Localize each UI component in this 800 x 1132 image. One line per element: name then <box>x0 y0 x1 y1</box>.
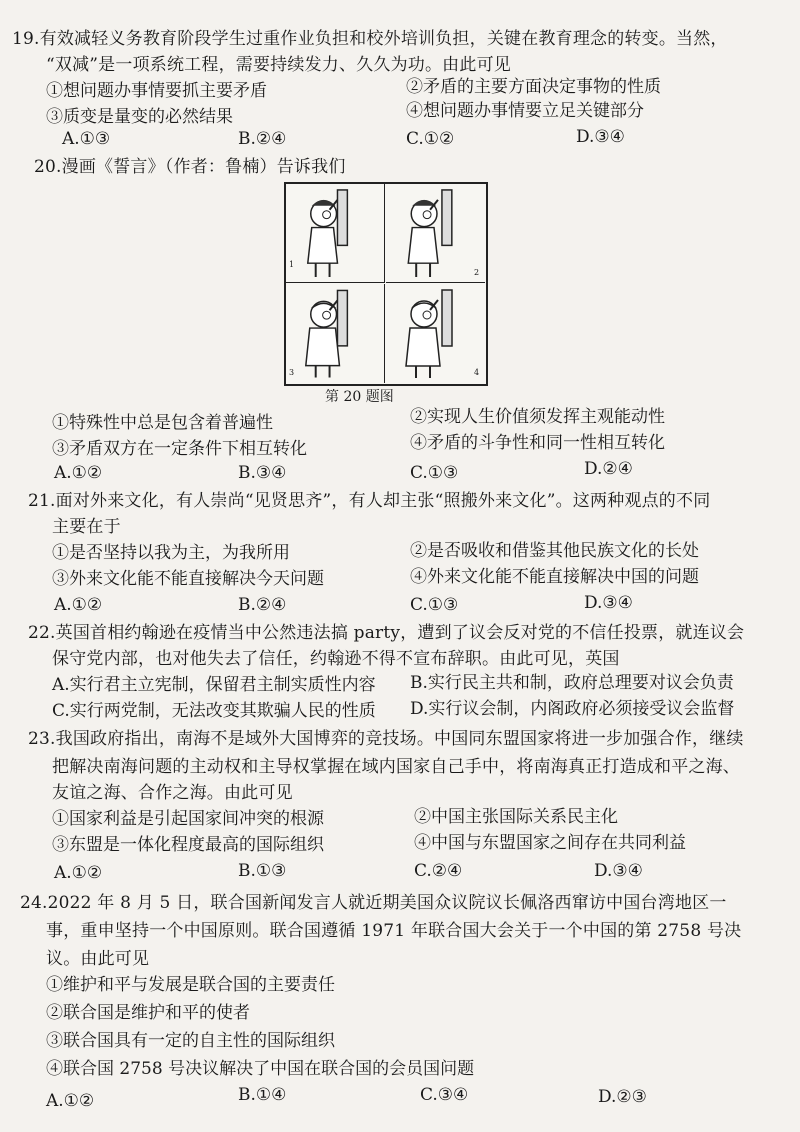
q19-stem-line2: “双减”是一项系统工程，需要持续发力、久久为功。由此可见 <box>46 55 511 75</box>
q20-stem-line1: 20.漫画《誓言》（作者：鲁楠）告诉我们 <box>34 157 346 177</box>
q21-statement-1: ①是否坚持以我为主，为我所用 <box>52 543 290 563</box>
q20-statement-1: ①特殊性中总是包含着普遍性 <box>52 413 273 433</box>
q21-choice-d[interactable]: D.③④ <box>584 593 633 613</box>
q24-statement-1: ①维护和平与发展是联合国的主要责任 <box>46 975 335 995</box>
q19-statement-2: ②矛盾的主要方面决定事物的性质 <box>406 77 661 97</box>
q24-choice-d[interactable]: D.②③ <box>598 1087 647 1107</box>
q22-stem-line1: 22.英国首相约翰逊在疫情当中公然违法搞 party，遭到了议会反对党的不信任投票，就连议会 <box>28 623 745 643</box>
q24-choice-c[interactable]: C.③④ <box>420 1085 469 1105</box>
q20-choice-b[interactable]: B.③④ <box>238 463 287 483</box>
q23-choice-c[interactable]: C.②④ <box>414 861 463 881</box>
q22-choice-b[interactable]: B.实行民主共和制，政府总理要对议会负责 <box>410 673 734 693</box>
q23-stem-line2: 把解决南海问题的主动权和主导权掌握在域内国家自己手中，将南海真正打造成和平之海、 <box>52 757 740 777</box>
q22-choice-d[interactable]: D.实行议会制，内阁政府必须接受议会监督 <box>410 699 735 719</box>
q24-statement-4: ④联合国 2758 号决议解决了中国在联合国的会员国问题 <box>46 1059 475 1079</box>
q19-statement-3: ③质变是量变的必然结果 <box>46 107 233 127</box>
q20-statement-4: ④矛盾的斗争性和同一性相互转化 <box>410 433 665 453</box>
q23-statement-3: ③东盟是一体化程度最高的国际组织 <box>52 835 324 855</box>
q22-stem-line2: 保守党内部，也对他失去了信任，约翰逊不得不宣布辞职。由此可见，英国 <box>52 649 620 669</box>
q21-statement-2: ②是否吸收和借鉴其他民族文化的长处 <box>410 541 699 561</box>
q19-statement-4: ④想问题办事情要立足关键部分 <box>406 101 644 121</box>
saluting-figure-icon <box>286 284 384 383</box>
q20-choice-a[interactable]: A.①② <box>54 463 103 483</box>
q19-stem-line1: 19.有效减轻义务教育阶段学生过重作业负担和校外培训负担，关键在教育理念的转变。当然， <box>12 29 728 49</box>
panel-number-1: 1 <box>289 260 295 269</box>
q22-choice-a[interactable]: A.实行君主立宪制，保留君主制实质性内容 <box>52 675 376 695</box>
q20-choice-c[interactable]: C.①③ <box>410 463 459 483</box>
q23-choice-a[interactable]: A.①② <box>54 863 103 883</box>
cartoon-panel-3 <box>286 284 385 383</box>
q22-choice-c[interactable]: C.实行两党制，无法改变其欺骗人民的性质 <box>52 701 376 721</box>
q23-stem-line3: 友谊之海、合作之海。由此可见 <box>52 783 293 803</box>
cartoon-panel-2 <box>386 184 485 283</box>
q21-choice-a[interactable]: A.①② <box>54 595 103 615</box>
q23-choice-d[interactable]: D.③④ <box>594 861 643 881</box>
q20-statement-3: ③矛盾双方在一定条件下相互转化 <box>52 439 307 459</box>
q24-stem-line3: 议。由此可见 <box>46 949 150 969</box>
q19-choice-c[interactable]: C.①② <box>406 129 455 149</box>
saluting-figure-icon <box>286 184 384 282</box>
saluting-figure-icon <box>386 284 485 383</box>
q23-stem-line1: 23.我国政府指出，南海不是域外大国博弈的竞技场。中国同东盟国家将进一步加强合作，继续 <box>28 729 744 749</box>
q19-statement-1: ①想问题办事情要抓主要矛盾 <box>46 81 267 101</box>
saluting-figure-icon <box>386 184 485 282</box>
q24-statement-2: ②联合国是维护和平的使者 <box>46 1003 250 1023</box>
q23-statement-2: ②中国主张国际关系民主化 <box>414 807 618 827</box>
q19-choice-a[interactable]: A.①③ <box>62 129 111 149</box>
q23-statement-4: ④中国与东盟国家之间存在共同利益 <box>414 833 686 853</box>
q21-statement-3: ③外来文化能不能直接解决今天问题 <box>52 569 324 589</box>
q21-choice-c[interactable]: C.①③ <box>410 595 459 615</box>
q24-choice-a[interactable]: A.①② <box>46 1091 95 1111</box>
q21-stem-line1: 21.面对外来文化，有人崇尚“见贤思齐”，有人却主张“照搬外来文化”。这两种观点的不同 <box>28 491 711 511</box>
q21-statement-4: ④外来文化能不能直接解决中国的问题 <box>410 567 699 587</box>
q19-choice-d[interactable]: D.③④ <box>576 127 625 147</box>
q19-choice-b[interactable]: B.②④ <box>238 129 287 149</box>
q21-choice-b[interactable]: B.②④ <box>238 595 287 615</box>
q24-stem-line2: 事，重申坚持一个中国原则。联合国遵循 1971 年联合国大会关于一个中国的第 2758 号决 <box>46 921 742 941</box>
q20-statement-2: ②实现人生价值须发挥主观能动性 <box>410 407 665 427</box>
q24-stem-line1: 24.2022 年 8 月 5 日，联合国新闻发言人就近期美国众议院议长佩洛西窜访中国台湾地区一 <box>20 893 727 913</box>
panel-number-2: 2 <box>474 268 480 277</box>
q20-cartoon-figure <box>284 182 488 386</box>
q21-stem-line2: 主要在于 <box>52 517 121 537</box>
cartoon-panel-4 <box>386 284 485 383</box>
q23-choice-b[interactable]: B.①③ <box>238 861 287 881</box>
q24-statement-3: ③联合国具有一定的自主性的国际组织 <box>46 1031 335 1051</box>
q24-choice-b[interactable]: B.①④ <box>238 1085 287 1105</box>
cartoon-panel-1 <box>286 184 385 283</box>
q23-statement-1: ①国家利益是引起国家间冲突的根源 <box>52 809 324 829</box>
panel-number-3: 3 <box>289 368 295 377</box>
panel-number-4: 4 <box>474 368 480 377</box>
q20-choice-d[interactable]: D.②④ <box>584 459 633 479</box>
q20-figure-caption: 第 20 题图 <box>325 389 394 405</box>
